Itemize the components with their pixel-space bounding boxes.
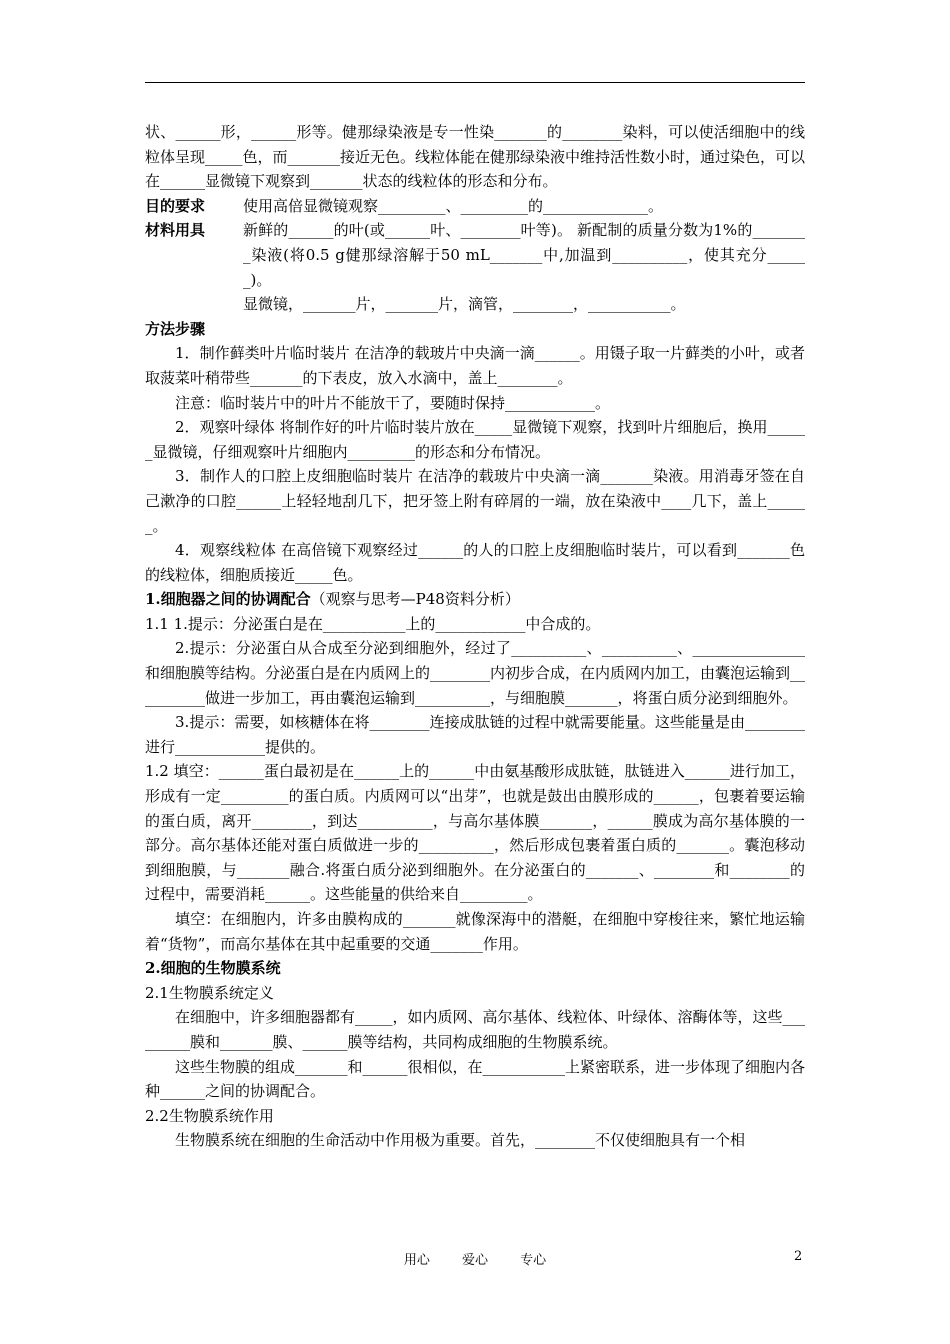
aim-text: 使用高倍显微镜观察_________、_________的______________。 [243, 196, 664, 215]
footer-text-3: 专心 [520, 1253, 547, 1268]
section-1-hint-2: 2.提示：分泌蛋白从合成至分泌到细胞外，经过了__________、__________、_______________和细胞膜等结构。分泌蛋白是在内质网上的________内初步合成，在内质网内加工，由囊泡运输到__________做进一步加工，再由囊泡运输到__________，与细胞膜_______，将蛋白质分泌到细胞外。 [145, 639, 806, 707]
section-2-2-para-1: 生物膜系统在细胞的生命活动中作用极为重要。首先，________不仅使细胞具有一个相 [175, 1131, 746, 1150]
section-2-2-title: 2.2生物膜系统作用 [145, 1106, 274, 1125]
method-step-1: 1．制作藓类叶片临时装片 在洁净的载玻片中央滴一滴______。用镊子取一片藓类的小叶，或者取菠菜叶稍带些_______的下表皮，放入水滴中，盖上________。 [145, 344, 805, 387]
section-1-heading [145, 587, 805, 612]
footer-text-2: 爱心 [461, 1253, 488, 1268]
section-1-1-para: 1.1 1.提示：分泌蛋白是在___________上的____________中合成的。 [145, 614, 601, 633]
intro-paragraph: 状、______形，______形等。健那绿染液是专一性染_______的________染料，可以使活细胞中的线粒体呈现_____色，而_______接近无色。线粒体能在健那绿染液中维持活性数小时，通过染色，可以在______显微镜下观察到_______状态的线粒体的形态和分布。 [145, 123, 806, 191]
section-1-hint-3: 3.提示：需要，如核糖体在将________连接成肽链的过程中就需要能量。这些能量是由________进行____________提供的。 [145, 713, 805, 756]
method-note: 注意：临时装片中的叶片不能放干了，要随时保持____________。 [175, 393, 611, 412]
materials-label: 材料用具 [145, 221, 206, 240]
method-step-2: 2．观察叶绿体 将制作好的叶片临时装片放在_____显微镜下观察，找到叶片细胞后，换用______显微镜，仔细观察叶片细胞内_________的形态和分布情况。 [145, 418, 805, 461]
section-1-note: （观察与思考—P48资料分析） [310, 590, 520, 609]
document-body [145, 120, 805, 1153]
method-title: 方法步骤 [145, 319, 206, 338]
section-2-1-para-2: 这些生物膜的组成_______和______很相似，在___________上紧密联系，进一步体现了细胞内各种______之间的协调配合。 [145, 1057, 806, 1101]
materials-line2: 显微镜，_______片，_______片，滴管，________，___________。 [243, 295, 686, 314]
footer-text-1: 用心 [403, 1253, 430, 1268]
section-1-2-para: 1.2 填空：______蛋白最初是在______上的______中由氨基酸形成肽链，肽链进入______进行加工，形成有一定_________的蛋白质。内质网可以“出芽”，也就是鼓出由膜形成的______，包裹着要运输的蛋白质，离开________，到达__________，与高尔基体膜_______，______膜成为高尔基体膜的一部分。高尔基体还能对蛋白质做进一步的__________，然后形成包裹着蛋白质的_______。囊泡移动到细胞膜，与_______融合.将蛋白质分泌到细胞外。在分泌蛋白的_______、________和________的过程中，需要消耗______。这些能量的供给来自_________。 [145, 762, 805, 904]
page-number: 2 [794, 1249, 803, 1264]
section-1-title: 1.细胞器之间的协调配合 [145, 590, 311, 609]
aim-label: 目的要求 [145, 196, 206, 215]
materials-text: 新鲜的______的叶(或______叶、________叶等)。 新配制的质量分数为1%的________染液(将0.5 g健那绿溶解于50 mL_______中,加温到__________，使其充分______)。 [243, 221, 805, 289]
header-rule [145, 82, 805, 83]
materials-row [145, 218, 805, 292]
section-1-fill: 填空：在细胞内，许多由膜构成的_______就像深海中的潜艇，在细胞中穿梭往来，繁忙地运输着“货物”，而高尔基体在其中起重要的交通_______作用。 [145, 910, 805, 953]
section-2-title: 2.细胞的生物膜系统 [145, 959, 281, 978]
page-footer [0, 1249, 950, 1268]
method-step-3: 3．制作人的口腔上皮细胞临时装片 在洁净的载玻片中央滴一滴_______染液。用消毒牙签在自己漱净的口腔______上轻轻地刮几下，把牙签上附有碎屑的一端，放在染液中____几下，盖上______。 [145, 467, 805, 535]
section-2-1-title: 2.1生物膜系统定义 [145, 983, 274, 1002]
method-step-4: 4．观察线粒体 在高倍镜下观察经过______的人的口腔上皮细胞临时装片，可以看到_______色的线粒体，细胞质接近_____色。 [145, 541, 805, 584]
section-2-1-para-1: 在细胞中，许多细胞器都有_____，如内质网、高尔基体、线粒体、叶绿体、溶酶体等，这些_________膜和_______膜、______膜等结构，共同构成细胞的生物膜系统。 [145, 1008, 806, 1051]
aim-row [145, 194, 805, 219]
